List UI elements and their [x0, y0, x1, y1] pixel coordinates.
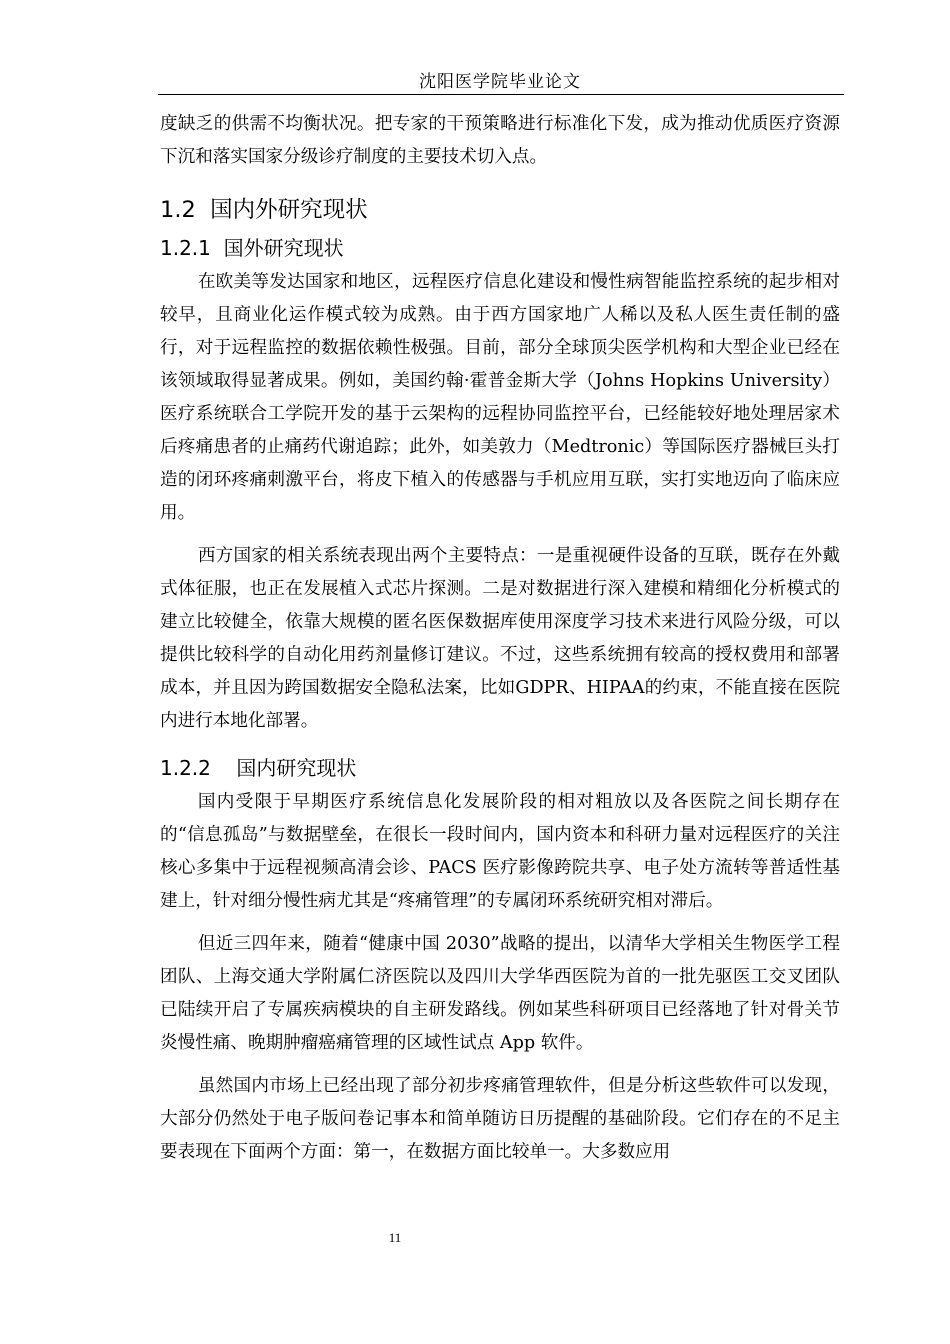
paragraph-domestic-1: 国内受限于早期医疗系统信息化发展阶段的相对粗放以及各医院之间长期存在的“信息孤岛”与数据壁垒，在很长一段时间内，国内资本和科研力量对远程医疗的关注核心多集中于远程视频高清会诊、PACS 医疗影像跨院共享、电子处方流转等普适性基建上，针对细分慢性病尤其是“疼痛管理”的专属闭环系统研究相对滞后。 [160, 792, 840, 911]
section-title: 国内外研究现状 [210, 197, 368, 223]
running-header: 沈阳医学院毕业论文 [419, 72, 581, 92]
page-number: 11 [388, 1230, 402, 1245]
subsection-title: 国外研究现状 [223, 236, 344, 260]
paragraph-domestic-3: 虽然国内市场上已经出现了部分初步疼痛管理软件，但是分析这些软件可以发现，大部分仍然处于电子版问卷记事本和简单随访日历提醒的基础阶段。它们存在的不足主要表现在下面两个方面：第一，在数据方面比较单一。大多数应用 [160, 1076, 840, 1162]
section-number: 1.2 [160, 197, 196, 223]
subsection-number: 1.2.2 [160, 756, 211, 780]
paragraph-domestic-2: 但近三四年来，随着“健康中国 2030”战略的提出，以清华大学相关生物医学工程团队、上海交通大学附属仁济医院以及四川大学华西医院为首的一批先驱医工交叉团队已陆续开启了专属疾病模块的自主研发路线。例如某些科研项目已经落地了针对骨关节炎慢性痛、晚期肿瘤癌痛管理的区域性试点 App 软件。 [160, 934, 840, 1053]
opening-paragraph: 度缺乏的供需不均衡状况。把专家的干预策略进行标准化下发，成为推动优质医疗资源下沉和落实国家分级诊疗制度的主要技术切入点。 [160, 114, 840, 167]
paragraph-foreign-1: 在欧美等发达国家和地区，远程医疗信息化建设和慢性病智能监控系统的起步相对较早，且商业化运作模式较为成熟。由于西方国家地广人稀以及私人医生责任制的盛行，对于远程监控的数据依赖性极强。目前，部分全球顶尖医学机构和大型企业已经在该领域取得显著成果。例如，美国约翰·霍普金斯大学（Johns Hopkins University）医疗系统联合工学院开发的基于云架构的远程协同监控平台，已经能较好地处理居家术后疼痛患者的止痛药代谢追踪；此外，如美敦力（Medtronic）等国际医疗器械巨头打造的闭环疼痛刺激平台，将皮下植入的传感器与手机应用互联，实打实地迈向了临床应用。 [160, 272, 840, 523]
page-body [160, 108, 840, 1169]
header-rule [158, 94, 844, 95]
section-heading-1-2 [160, 190, 840, 230]
subsection-heading-1-2-2 [160, 750, 840, 786]
paragraph-foreign-2: 西方国家的相关系统表现出两个主要特点：一是重视硬件设备的互联，既存在外戴式体征服，也正在发展植入式芯片探测。二是对数据进行深入建模和精细化分析模式的建立比较健全，依靠大规模的匿名医保数据库使用深度学习技术来进行风险分级，可以提供比较科学的自动化用药剂量修订建议。不过，这些系统拥有较高的授权费用和部署成本，并且因为跨国数据安全隐私法案，比如GDPR、HIPAA的约束，不能直接在医院内进行本地化部署。 [160, 546, 840, 731]
subsection-heading-1-2-1 [160, 230, 840, 266]
subsection-number: 1.2.1 [160, 236, 211, 260]
subsection-title: 国内研究现状 [236, 756, 357, 780]
